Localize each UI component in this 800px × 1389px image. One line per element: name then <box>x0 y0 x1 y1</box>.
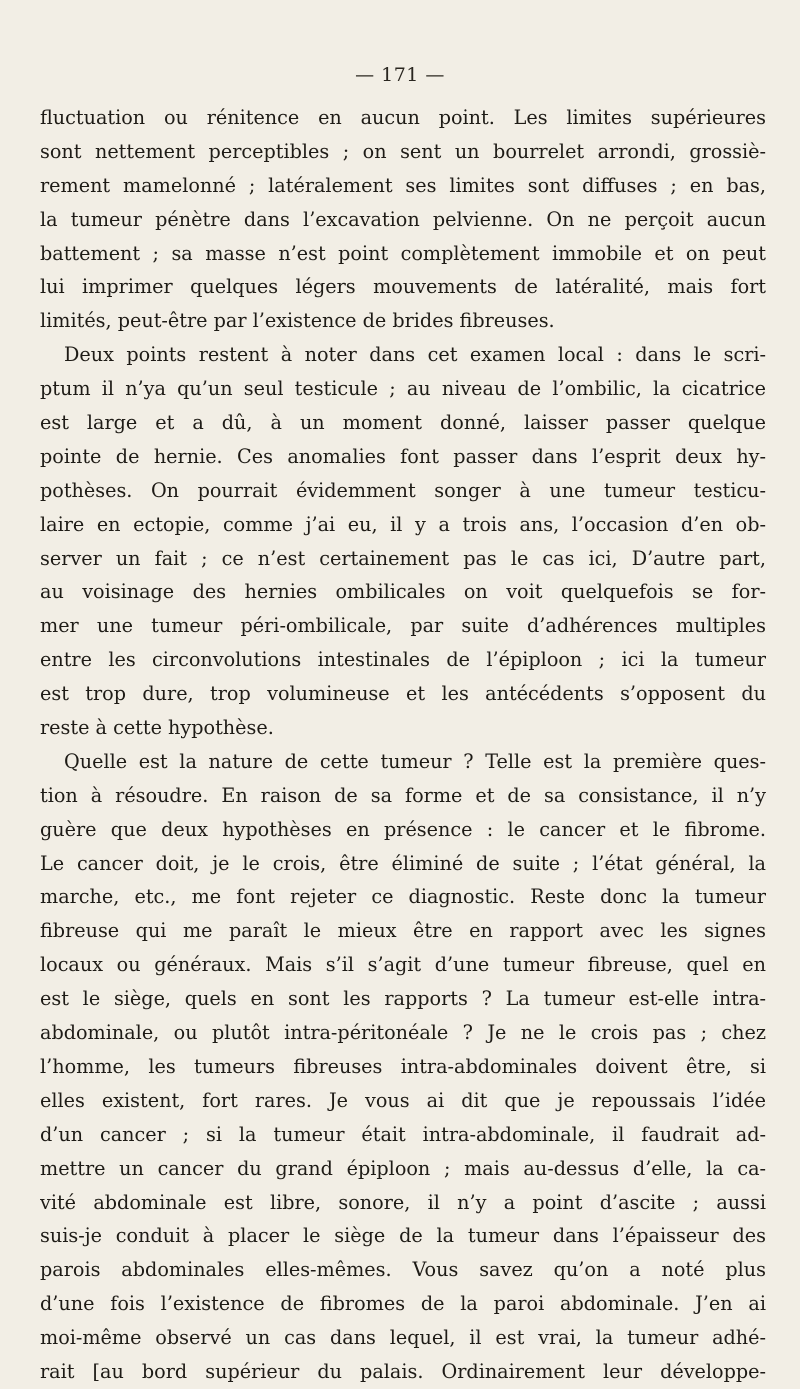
text-line: server un fait ; ce n’est certainement pas le cas ici, D’autre part, <box>40 546 766 570</box>
text-line: vité abdominale est libre, sonore, il n’y a point d’ascite ; aussi <box>40 1190 766 1214</box>
text-line: reste à cette hypothèse. <box>40 716 274 740</box>
text-line: d’un cancer ; si la tumeur était intra-abdominale, il faudrait ad- <box>40 1122 766 1146</box>
text-line: rait [au bord supérieur du palais. Ordinairement leur développe- <box>40 1359 766 1383</box>
text-line: elles existent, fort rares. Je vous ai dit que je repoussais l’idée <box>40 1088 766 1112</box>
text-line: locaux ou généraux. Mais s’il s’agit d’une tumeur fibreuse, quel en <box>40 953 766 977</box>
text-line: Deux points restent à noter dans cet examen local : dans le scri- <box>64 343 766 367</box>
text-line: marche, etc., me font rejeter ce diagnostic. Reste donc la tumeur <box>40 885 766 909</box>
text-line: est large et a dû, à un moment donné, laisser passer quelque <box>40 411 766 435</box>
text-line: l’homme, les tumeurs fibreuses intra-abdominales doivent être, si <box>40 1054 766 1078</box>
text-line: pointe de hernie. Ces anomalies font passer dans l’esprit deux hy- <box>40 444 766 468</box>
text-line: abdominale, ou plutôt intra-péritonéale ? Je ne le crois pas ; chez <box>40 1021 766 1045</box>
body-text <box>40 101 766 1389</box>
text-line: suis-je conduit à placer le siège de la tumeur dans l’épaisseur des <box>40 1224 766 1248</box>
text-line: d’une fois l’existence de fibromes de la paroi abdominale. J’en ai <box>40 1292 766 1316</box>
text-line: Le cancer doit, je le crois, être éliminé de suite ; l’état général, la <box>40 851 766 875</box>
text-line: pothèses. On pourrait évidemment songer à une tumeur testicu- <box>40 478 766 502</box>
text-line: moi-même observé un cas dans lequel, il est vrai, la tumeur adhé- <box>40 1326 766 1350</box>
text-line: Quelle est la nature de cette tumeur ? Telle est la première ques- <box>64 749 766 773</box>
text-line: limités, peut-être par l’existence de brides fibreuses. <box>40 309 555 333</box>
text-line: laire en ectopie, comme j’ai eu, il y a trois ans, l’occasion d’en ob- <box>40 512 766 536</box>
text-line: mer une tumeur péri-ombilicale, par suite d’adhérences multiples <box>40 614 766 638</box>
text-line: lui imprimer quelques légers mouvements de latéralité, mais fort <box>40 275 766 299</box>
page-number: — 171 — <box>355 64 445 86</box>
text-line: la tumeur pénètre dans l’excavation pelvienne. On ne perçoit aucun <box>40 207 766 231</box>
text-line: battement ; sa masse n’est point complètement immobile et on peut <box>40 241 766 265</box>
text-line: guère que deux hypothèses en présence : le cancer et le fibrome. <box>40 817 766 841</box>
text-line: est le siège, quels en sont les rapports ? La tumeur est-elle intra- <box>40 987 766 1011</box>
text-line: ptum il n’ya qu’un seul testicule ; au niveau de l’ombilic, la cicatrice <box>40 377 766 401</box>
text-line: est trop dure, trop volumineuse et les antécédents s’opposent du <box>40 682 766 706</box>
text-line: sont nettement perceptibles ; on sent un bourrelet arrondi, grossiè- <box>40 139 766 163</box>
text-line: tion à résoudre. En raison de sa forme et de sa consistance, il n’y <box>40 783 766 807</box>
text-line: au voisinage des hernies ombilicales on voit quelquefois se for- <box>40 580 766 604</box>
text-line: entre les circonvolutions intestinales de l’épiploon ; ici la tumeur <box>40 648 766 672</box>
text-line: fluctuation ou rénitence en aucun point. Les limites supérieures <box>40 106 766 129</box>
text-line: mettre un cancer du grand épiploon ; mais au-dessus d’elle, la ca- <box>40 1156 766 1180</box>
text-line: fibreuse qui me paraît le mieux être en rapport avec les signes <box>40 919 766 943</box>
text-line: parois abdominales elles-mêmes. Vous savez qu’on a noté plus <box>40 1258 766 1282</box>
text-line: rement mamelonné ; latéralement ses limites sont diffuses ; en bas, <box>40 173 766 197</box>
